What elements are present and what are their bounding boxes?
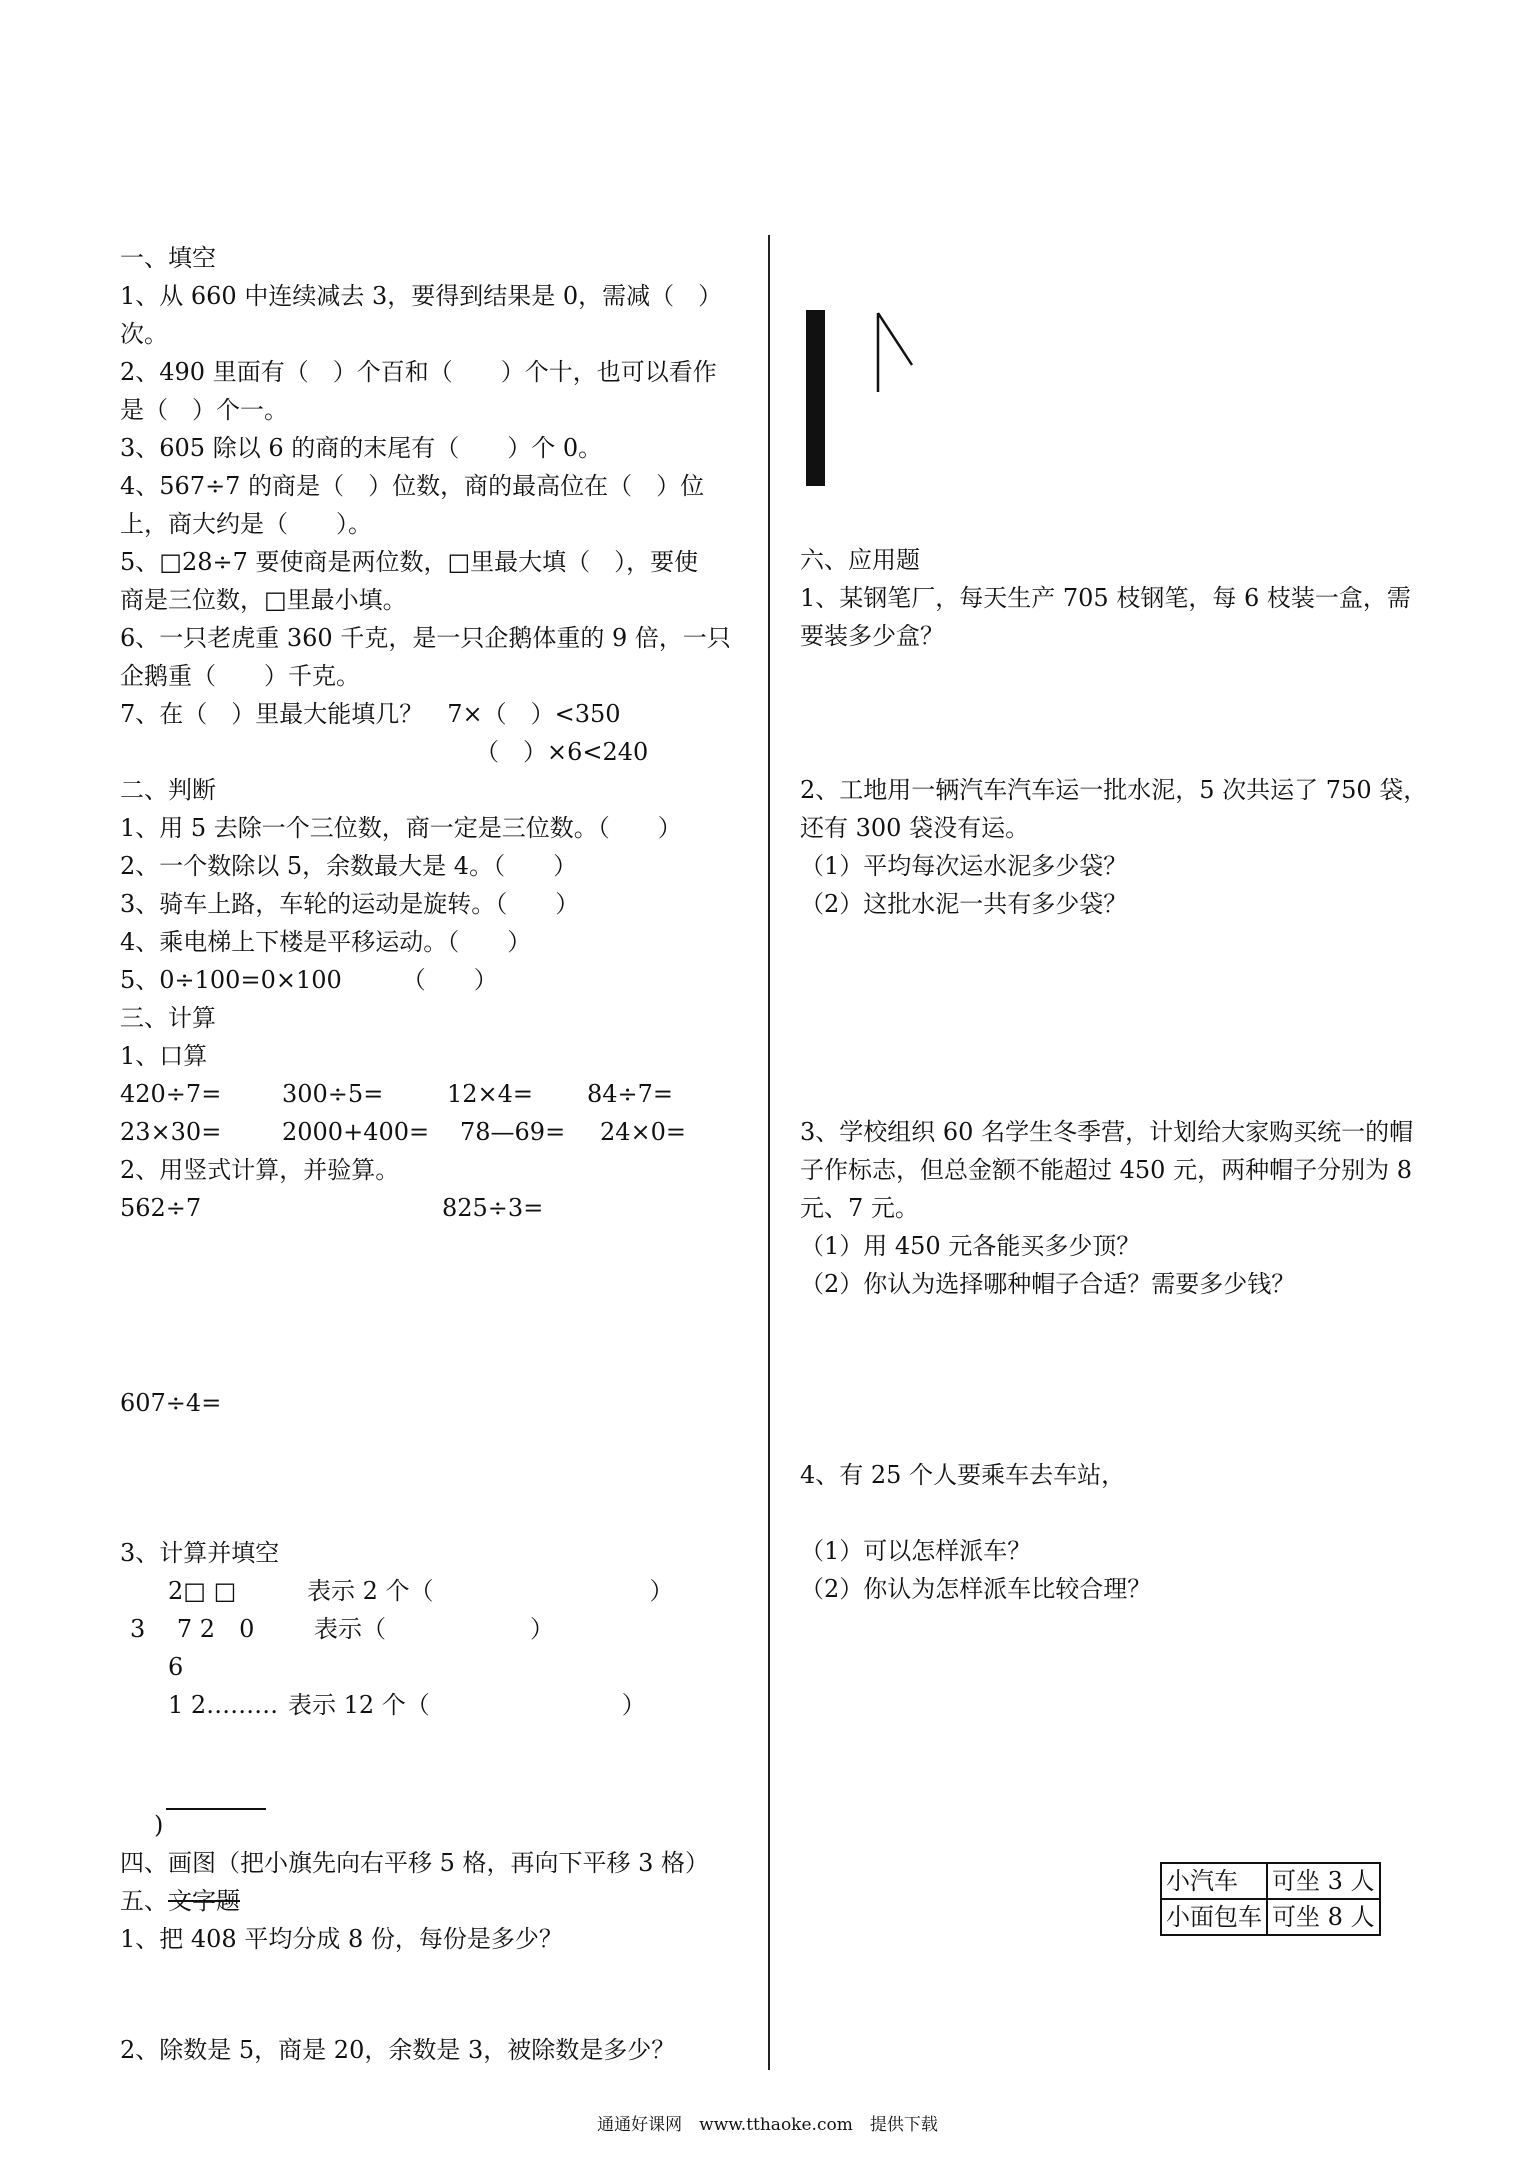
app-q1-line1: 1、某钢笔厂，每天生产 705 枝钢笔，每 6 枝装一盒，需 bbox=[800, 584, 1411, 612]
flag-shape bbox=[0, 0, 1535, 400]
app-q3-sub1: （1）用 450 元各能买多少顶？ bbox=[800, 1232, 1141, 1260]
car-name: 小汽车 bbox=[1161, 1863, 1267, 1899]
section-fill-heading: 一、填空 bbox=[120, 244, 216, 272]
app-q3-line3: 元、7 元。 bbox=[800, 1194, 919, 1222]
fill-q5-line2: 商是三位数，□里最小填。 bbox=[120, 586, 407, 614]
judge-q1: 1、用 5 去除一个三位数，商一定是三位数。（ ） bbox=[120, 814, 682, 842]
car-seats: 可坐 8 人 bbox=[1267, 1899, 1380, 1935]
section-word-heading bbox=[120, 1886, 240, 1916]
oral-calc-item: 300÷5= bbox=[282, 1080, 384, 1108]
app-q2-sub2: （2）这批水泥一共有多少袋？ bbox=[800, 890, 1128, 918]
app-q1-line2: 要装多少盒？ bbox=[800, 622, 944, 650]
grid-cell bbox=[824, 461, 825, 486]
app-q4-sub1: （1）可以怎样派车？ bbox=[800, 1537, 1032, 1565]
column-divider bbox=[768, 235, 770, 2070]
vertical-calc-item: 562÷7 bbox=[120, 1194, 202, 1222]
word-q2: 2、除数是 5，商是 20，余数是 3，被除数是多少？ bbox=[120, 2036, 676, 2064]
section-calc-heading: 三、计算 bbox=[120, 1004, 216, 1032]
grid-row bbox=[807, 436, 825, 461]
app-q3-sub2: （2）你认为选择哪种帽子合适？需要多少钱？ bbox=[800, 1270, 1296, 1298]
fill-q5-line1: 5、□28÷7 要使商是两位数，□里最大填（ ），要使 bbox=[120, 548, 699, 576]
vertical-calc-title: 2、用竖式计算，并验算。 bbox=[120, 1156, 400, 1184]
app-q4-line1: 4、有 25 个人要乘车去车站， bbox=[800, 1461, 1126, 1489]
division-digits: 6 bbox=[168, 1653, 184, 1681]
division-bracket-line bbox=[166, 1808, 266, 1810]
fill-q4-line2: 上，商大约是（ ）。 bbox=[120, 510, 372, 538]
app-q2-line1: 2、工地用一辆汽车汽车运一批水泥，5 次共运了 750 袋， bbox=[800, 776, 1428, 804]
car-name: 小面包车 bbox=[1161, 1899, 1267, 1935]
fill-q6-line2: 企鹅重（ ）千克。 bbox=[120, 662, 360, 690]
division-digits: 3 7 2 0 bbox=[130, 1615, 255, 1643]
section-word-prefix: 五、 bbox=[120, 1887, 168, 1915]
oral-calc-item: 2000+400= bbox=[282, 1118, 430, 1146]
grid-cell bbox=[824, 436, 825, 461]
division-note: 表示 12 个（ ） bbox=[288, 1691, 646, 1719]
fill-q6-line1: 6、一只老虎重 360 千克，是一只企鹅体重的 9 倍，一只 bbox=[120, 624, 731, 652]
vertical-calc-item: 825÷3= bbox=[442, 1194, 544, 1222]
grid-row bbox=[807, 461, 825, 486]
fill-q7-line1: 7、在（ ）里最大能填几？ 7×（ ）<350 bbox=[120, 700, 621, 728]
app-q2-line2: 还有 300 袋没有运。 bbox=[800, 814, 1030, 842]
table-row bbox=[1161, 1863, 1380, 1899]
oral-calc-item: 84÷7= bbox=[587, 1080, 674, 1108]
app-q3-line2: 子作标志，但总金额不能超过 450 元，两种帽子分别为 8 bbox=[800, 1156, 1412, 1184]
oral-calc-item: 24×0= bbox=[600, 1118, 687, 1146]
grid-row bbox=[807, 411, 825, 436]
division-digits: 1 2……… bbox=[168, 1691, 279, 1719]
oral-calc-item: 23×30= bbox=[120, 1118, 222, 1146]
oral-calc-title: 1、口算 bbox=[120, 1042, 208, 1070]
app-q4-sub2: （2）你认为怎样派车比较合理？ bbox=[800, 1575, 1152, 1603]
app-q3-line1: 3、学校组织 60 名学生冬季营，计划给大家购买统一的帽 bbox=[800, 1118, 1414, 1146]
division-note: 表示 2 个（ ） bbox=[307, 1577, 674, 1605]
section-word-struck: 文字题 bbox=[168, 1887, 240, 1915]
division-note: 表示（ ） bbox=[314, 1615, 554, 1643]
oral-calc-item: 78—69= bbox=[460, 1118, 566, 1146]
oral-calc-item: 12×4= bbox=[447, 1080, 534, 1108]
footer-source: 通通好课网 www.tthaoke.com 提供下载 bbox=[597, 2115, 938, 2135]
section-app-heading: 六、应用题 bbox=[800, 546, 920, 574]
fill-calc-title: 3、计算并填空 bbox=[120, 1539, 280, 1567]
section-draw-heading: 四、画图（把小旗先向右平移 5 格，再向下平移 3 格） bbox=[120, 1849, 710, 1877]
judge-q5: 5、0÷100=0×100 （ ） bbox=[120, 966, 498, 994]
fill-q1-line1: 1、从 660 中连续减去 3，要得到结果是 0，需减（ ） bbox=[120, 282, 723, 310]
vertical-calc-item: 607÷4= bbox=[120, 1389, 222, 1417]
car-seats: 可坐 3 人 bbox=[1267, 1863, 1380, 1899]
word-q1: 1、把 408 平均分成 8 份，每份是多少？ bbox=[120, 1925, 563, 1953]
fill-q2-line2: 是（ ）个一。 bbox=[120, 396, 288, 424]
fill-q7-line2: （ ）×6<240 bbox=[475, 738, 649, 766]
table-row bbox=[1161, 1899, 1380, 1935]
fill-q2-line1: 2、490 里面有（ ）个百和（ ）个十，也可以看作 bbox=[120, 358, 717, 386]
car-capacity-table bbox=[1160, 1862, 1381, 1936]
grid-cell bbox=[824, 411, 825, 436]
judge-q2: 2、一个数除以 5，余数最大是 4。（ ） bbox=[120, 852, 578, 880]
division-bracket: ) bbox=[154, 1811, 164, 1839]
fill-q3: 3、605 除以 6 的商的末尾有（ ）个 0。 bbox=[120, 434, 603, 462]
judge-q3: 3、骑车上路，车轮的运动是旋转。（ ） bbox=[120, 890, 580, 918]
section-judge-heading: 二、判断 bbox=[120, 776, 216, 804]
oral-calc-item: 420÷7= bbox=[120, 1080, 222, 1108]
app-q2-sub1: （1）平均每次运水泥多少袋？ bbox=[800, 852, 1128, 880]
fill-q1-line2: 次。 bbox=[120, 320, 168, 348]
fill-q4-line1: 4、567÷7 的商是（ ）位数，商的最高位在（ ）位 bbox=[120, 472, 705, 500]
judge-q4: 4、乘电梯上下楼是平移运动。（ ） bbox=[120, 928, 532, 956]
division-digits: 2□ □ bbox=[168, 1577, 237, 1605]
